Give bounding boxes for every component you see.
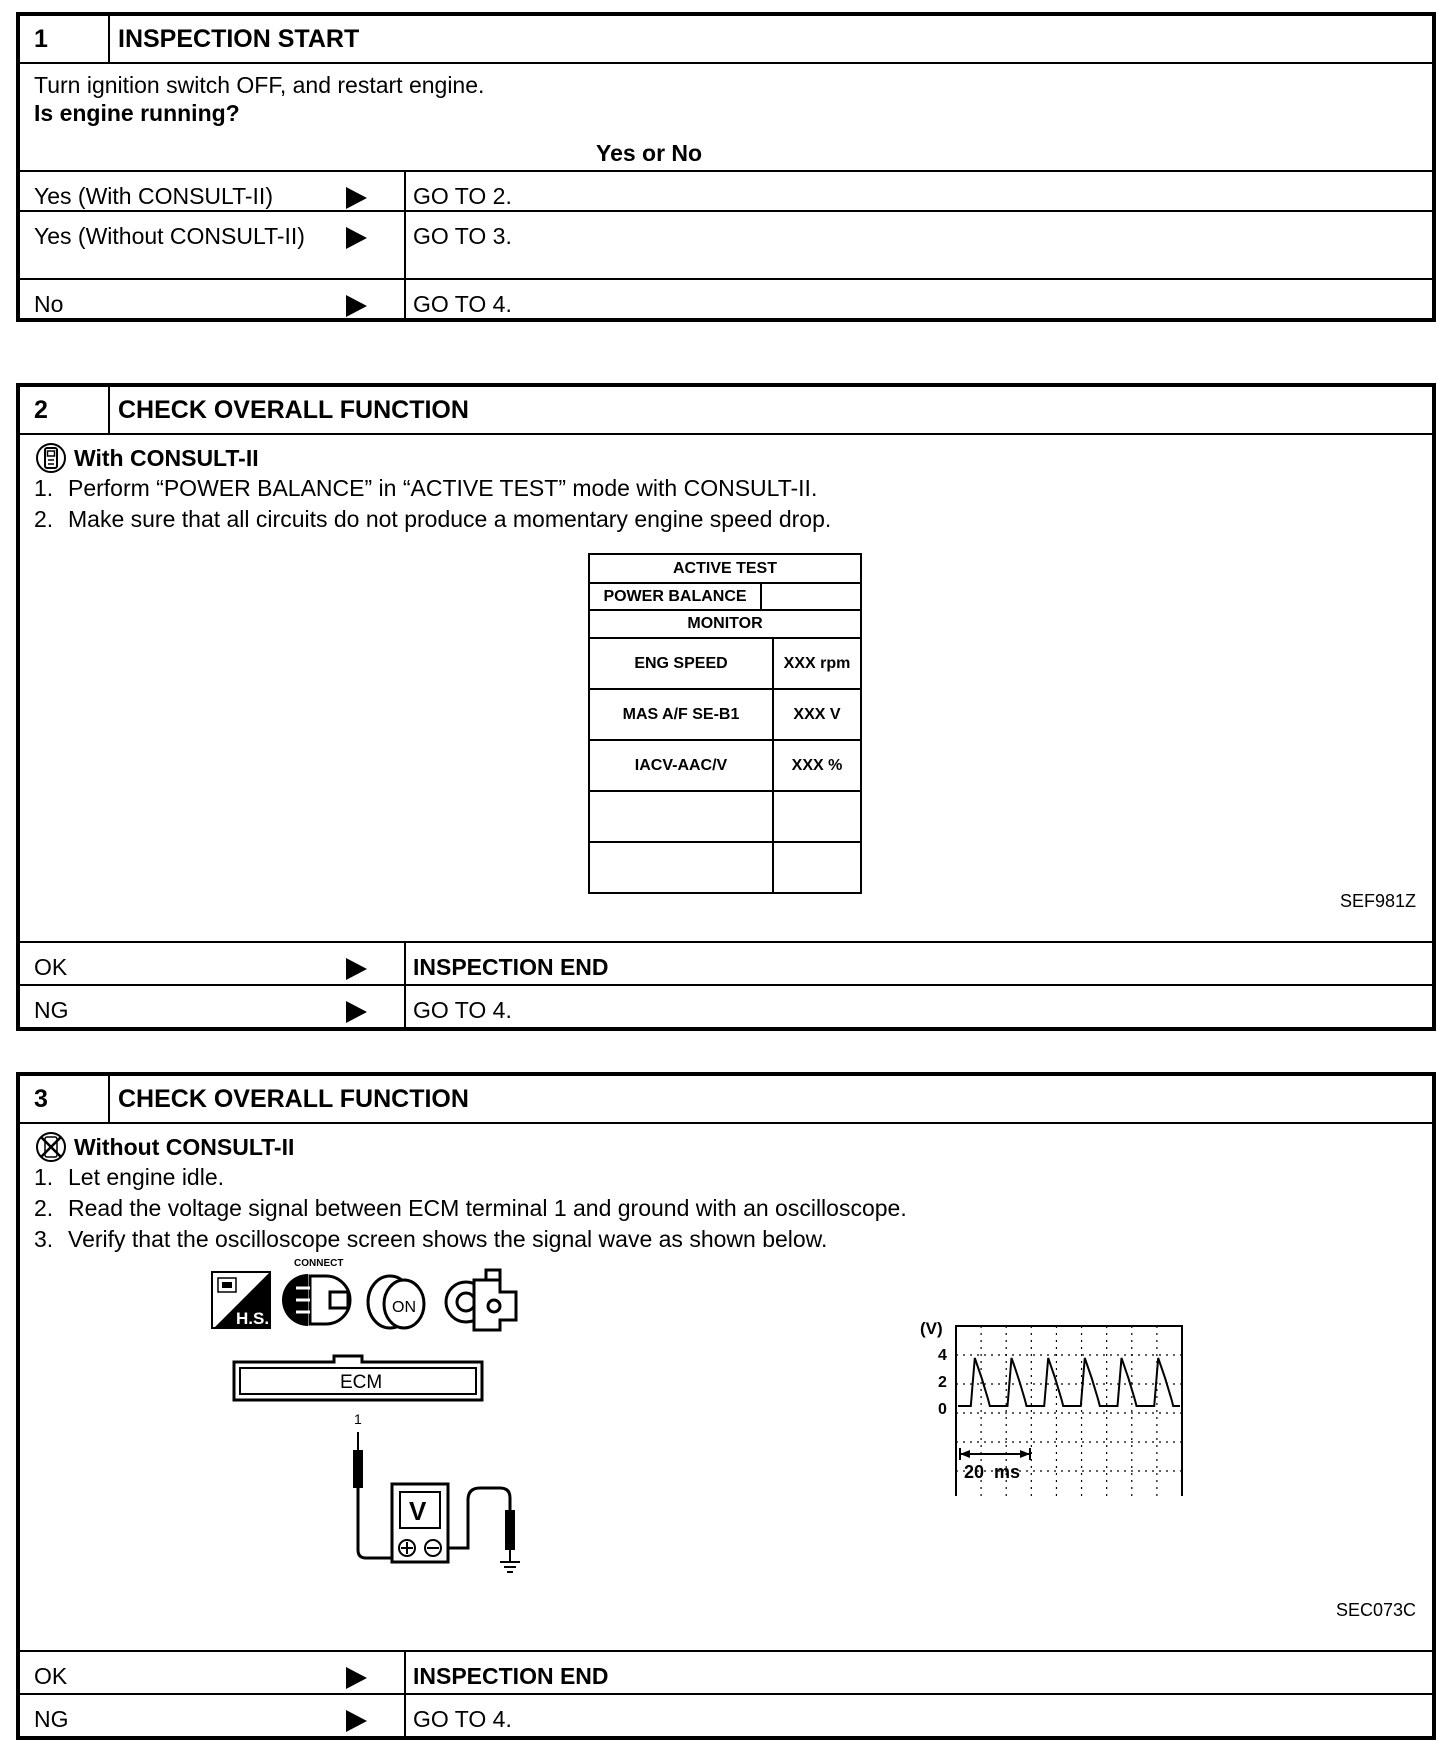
- result-answer: Yes (With CONSULT-II): [34, 183, 273, 209]
- step-3-header: [20, 1076, 1432, 1124]
- screen-test-name: POWER BALANCE: [590, 584, 762, 609]
- step-1-header: [20, 16, 1432, 64]
- terminal-number: 1: [354, 1411, 362, 1427]
- monitor-item-name: ENG SPEED: [589, 638, 773, 689]
- svg-text:H.S.: H.S.: [236, 1309, 270, 1328]
- figure-id: SEF981Z: [1339, 891, 1416, 911]
- mode-label: Without CONSULT-II: [74, 1134, 295, 1160]
- step-2-result-row: [20, 986, 1432, 1027]
- y-tick-label: 0: [938, 1401, 947, 1418]
- ignition-on-icon: [368, 1276, 424, 1328]
- screen-monitor-label: MONITOR: [589, 610, 861, 638]
- monitor-item-name: IACV-AAC/V: [589, 740, 773, 791]
- time-scale-marker: [960, 1448, 1030, 1482]
- ecm-connector: [234, 1356, 482, 1400]
- step-2-result-row: [20, 943, 1432, 986]
- result-answer: NG: [34, 997, 69, 1023]
- monitor-item-name: [589, 842, 773, 893]
- unit-label: (V): [920, 1319, 943, 1338]
- consult-tool-icon: [34, 441, 68, 475]
- monitor-item-value: XXX V: [773, 689, 861, 740]
- figure-id: SEC073C: [1335, 1600, 1416, 1620]
- svg-text:V: V: [409, 1496, 427, 1526]
- result-answer: NG: [34, 1706, 69, 1732]
- monitor-item-value: XXX rpm: [773, 638, 861, 689]
- y-tick-label: 4: [938, 1347, 947, 1364]
- result-action: GO TO 3.: [413, 223, 512, 249]
- step-1-title: INSPECTION START: [118, 25, 360, 53]
- arrow-right-icon: [344, 1000, 368, 1024]
- step-1-result-row: [20, 280, 1432, 318]
- svg-text:20 ms: 20 ms: [964, 1462, 1021, 1482]
- arrow-right-icon: [344, 957, 368, 981]
- monitor-item-value: [773, 791, 861, 842]
- step-1-block: [16, 12, 1436, 322]
- connector-icon: [282, 1258, 350, 1326]
- step-3-title: CHECK OVERALL FUNCTION: [118, 1085, 469, 1113]
- step-1-result-row: [20, 172, 1432, 212]
- svg-text:CONNECT: CONNECT: [294, 1258, 344, 1269]
- arrow-right-icon: [344, 1666, 368, 1690]
- oscilloscope-waveform: [900, 1316, 1190, 1496]
- step-1-answer-label: Yes or No: [596, 140, 703, 166]
- test-circuit-diagram: [210, 1256, 590, 1586]
- monitor-item-value: XXX %: [773, 740, 861, 791]
- step-1-body: [20, 64, 1432, 172]
- svg-text:ON: ON: [392, 1299, 416, 1316]
- result-answer: OK: [34, 954, 68, 980]
- step-1-instruction: Turn ignition switch OFF, and restart engine.: [34, 72, 485, 98]
- active-test-screen: [588, 553, 862, 894]
- list-item: 1. Let engine idle.: [34, 1164, 225, 1190]
- result-action: INSPECTION END: [413, 954, 609, 980]
- step-3-body: [20, 1124, 1432, 1652]
- no-consult-icon: [34, 1130, 68, 1164]
- step-3-result-row: [20, 1652, 1432, 1695]
- list-item: 2. Read the voltage signal between ECM terminal 1 and ground with an oscilloscope.: [34, 1195, 907, 1221]
- result-action: GO TO 4.: [413, 1706, 512, 1732]
- step-1-question: Is engine running?: [34, 100, 240, 126]
- result-answer: No: [34, 291, 64, 317]
- arrow-right-icon: [344, 1709, 368, 1733]
- mode-label: With CONSULT-II: [74, 445, 259, 471]
- ground-probe: [505, 1510, 515, 1550]
- step-list: [34, 1162, 907, 1255]
- list-item: 3. Verify that the oscilloscope screen shows the signal wave as shown below.: [34, 1226, 828, 1252]
- step-3-result-row: [20, 1695, 1432, 1736]
- arrow-right-icon: [344, 226, 368, 250]
- monitor-item-name: [589, 791, 773, 842]
- list-item: 2. Make sure that all circuits do not produce a momentary engine speed drop.: [34, 506, 832, 532]
- monitor-item-value: [773, 842, 861, 893]
- result-action: GO TO 4.: [413, 291, 512, 317]
- step-3-block: [16, 1072, 1436, 1740]
- result-action: GO TO 4.: [413, 997, 512, 1023]
- list-item: 1. Perform “POWER BALANCE” in “ACTIVE TEST” mode with CONSULT-II.: [34, 475, 818, 501]
- step-2-header: [20, 387, 1432, 435]
- svg-text:ECM: ECM: [340, 1372, 383, 1393]
- arrow-right-icon: [344, 294, 368, 318]
- step-list: [34, 473, 831, 535]
- result-answer: Yes (Without CONSULT-II): [34, 223, 305, 249]
- probe: [353, 1450, 363, 1488]
- voltmeter-icon: [392, 1484, 448, 1562]
- step-1-number: 1: [20, 16, 110, 62]
- monitor-item-name: MAS A/F SE-B1: [589, 689, 773, 740]
- ground-icon: [500, 1562, 520, 1572]
- arrow-right-icon: [344, 186, 368, 210]
- step-2-number: 2: [20, 387, 110, 433]
- engine-running-icon: [446, 1270, 516, 1330]
- result-action: GO TO 2.: [413, 183, 512, 209]
- screen-title: ACTIVE TEST: [589, 554, 861, 583]
- step-2-title: CHECK OVERALL FUNCTION: [118, 396, 469, 424]
- result-answer: OK: [34, 1663, 68, 1689]
- step-3-number: 3: [20, 1076, 110, 1122]
- y-tick-label: 2: [938, 1374, 947, 1391]
- result-action: INSPECTION END: [413, 1663, 609, 1689]
- hot-soak-icon: [212, 1272, 270, 1328]
- step-1-result-row: [20, 212, 1432, 280]
- step-2-body: [20, 435, 1432, 943]
- step-2-block: [16, 383, 1436, 1031]
